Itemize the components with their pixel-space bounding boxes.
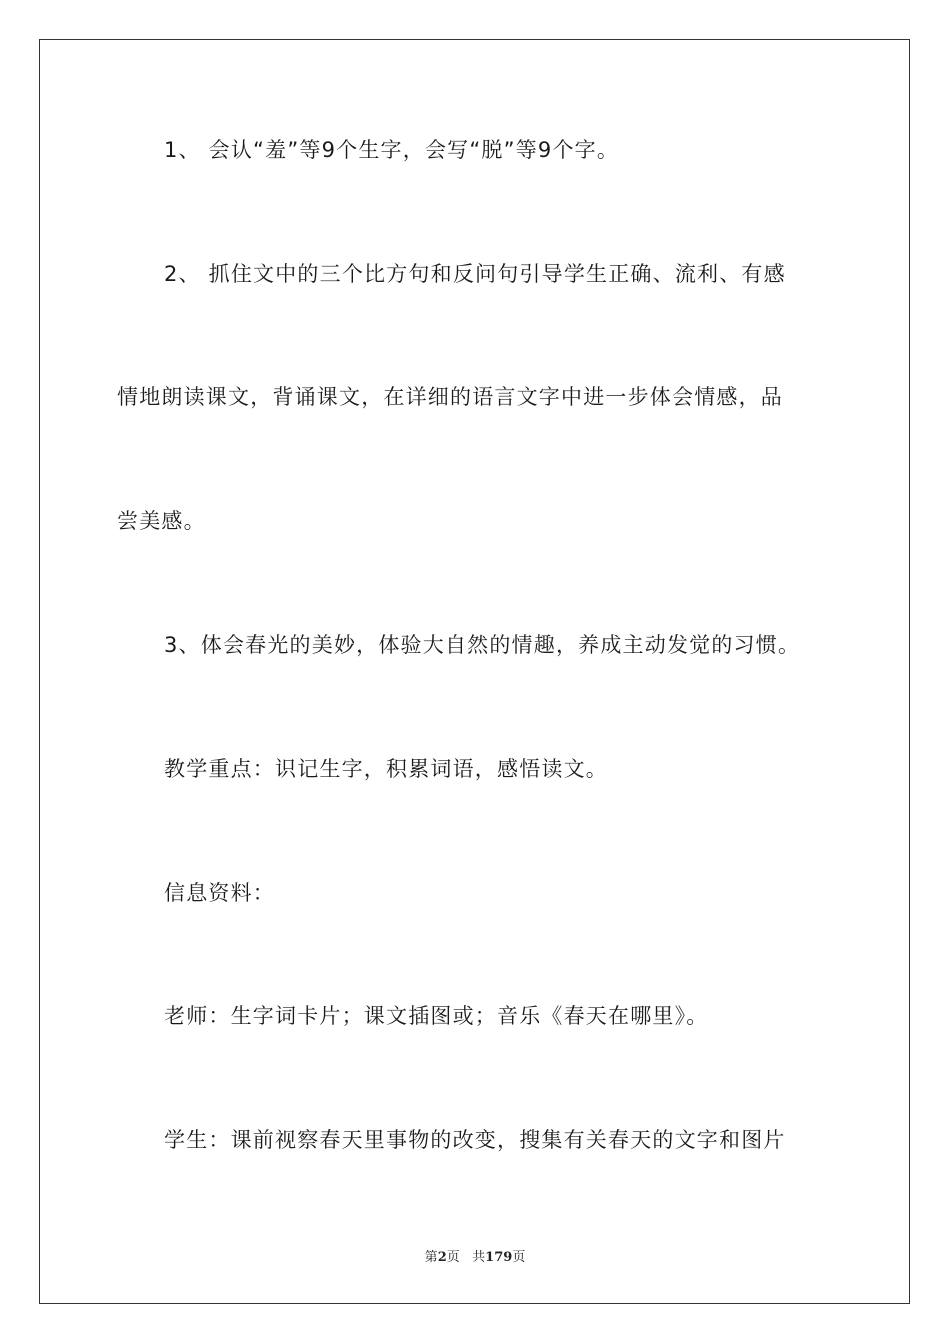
total-pages: 179 <box>485 1250 513 1265</box>
objective-1: 1、 会认“羞”等9个生字，会写“脱”等9个字。 <box>164 138 620 162</box>
info-materials-heading: 信息资料： <box>164 881 275 905</box>
total-prefix: 共 <box>472 1250 486 1265</box>
page-footer <box>0 1246 950 1265</box>
objective-2-continued: 情地朗读课文，背诵课文，在详细的语言文字中进一步体会情感，品 <box>117 385 783 409</box>
objective-2: 2、 抓住文中的三个比方句和反问句引导学生正确、流利、有感 <box>164 262 786 286</box>
student-materials: 学生：课前视察春天里事物的改变，搜集有关春天的文字和图片 <box>164 1128 786 1152</box>
total-suffix: 页 <box>512 1250 526 1265</box>
objective-2-end: 尝美感。 <box>117 509 206 533</box>
objective-3: 3、体会春光的美妙，体验大自然的情趣，养成主动发觉的习惯。 <box>164 633 801 657</box>
teacher-materials: 老师：生字词卡片；课文插图或；音乐《春天在哪里》。 <box>164 1004 709 1028</box>
teaching-focus: 教学重点：识记生字，积累词语，感悟读文。 <box>164 757 608 781</box>
page-suffix: 页 <box>446 1250 460 1265</box>
page-number: 2 <box>437 1250 447 1265</box>
page-border <box>39 39 910 1304</box>
page-prefix: 第 <box>424 1250 438 1265</box>
